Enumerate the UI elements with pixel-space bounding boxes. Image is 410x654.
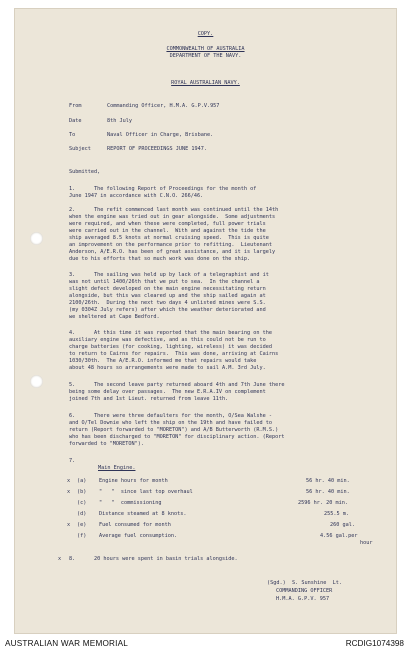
row-letter: (e): [77, 522, 87, 528]
row-letter: (a): [77, 478, 87, 484]
para-2-line: were required, and when these were completed, full power trials: [69, 221, 266, 227]
heading-line-3: ROYAL AUSTRALIAN NAVY.: [171, 80, 240, 86]
para-1-line: June 1947 in accordance with C.N.O. 266/46.: [69, 193, 204, 199]
para-2-line: when the engine was tried out in gear alongside. Some adjustments: [69, 214, 276, 220]
para-4-line: charge batteries (for cooking, lighting, wireless) it was decided: [69, 344, 273, 350]
para-6-line: forwarded to "MORETON").: [69, 441, 144, 447]
para-4-line: 1030/30th. The A/E.R.O. informed me that repairs would take: [69, 358, 257, 364]
para-6-line: 6. There were three defaulters for the month, O/Sea Walshe -: [69, 413, 273, 419]
row-value: 56 hr. 40 min.: [306, 478, 350, 484]
para-4-line: 4. At this time it was reported that the main bearing on the: [69, 330, 273, 336]
row-mark: x: [67, 478, 71, 484]
para-3-line: we sheltered at Cape Bedford.: [69, 314, 160, 320]
para-2-line: an improvement on the performance prior to refitting. Lieutenant: [69, 242, 273, 248]
archive-footer: [0, 636, 410, 654]
para-1-line: 1. The following Report of Proceedings for the month of: [69, 186, 257, 192]
para-4-line: to return to Cairns for repairs. This was done, arriving at Cairns: [69, 351, 279, 357]
to-label: To: [69, 132, 76, 138]
para-3-line: was not until 1400/26th that we put to sea. In the channel a: [69, 279, 260, 285]
row-letter: (f): [77, 533, 87, 539]
row-item: Average fuel consumption.: [99, 533, 178, 539]
para-2-line: were carried out in the channel. With and against the tide the: [69, 228, 266, 234]
para-4-line: about 48 hours so arrangements were made to sail A.M. 3rd July.: [69, 365, 266, 371]
para-5-line: being some delay over passages. The new E.R.A.IV on complement: [69, 389, 266, 395]
para-3-line: 2100/26th. During the next two days 4 unlisted mines were S.S.: [69, 300, 266, 306]
para-8-mark: x: [58, 556, 62, 562]
para-6-line: who has been discharged to "MORETON" for disciplinary action. (Report: [69, 434, 285, 440]
row-item: Engine hours for month: [99, 478, 168, 484]
heading-line-1: COMMONWEALTH OF AUSTRALIA: [166, 46, 245, 52]
para-3-line: alongside, but this was cleared up and the ship sailed again at: [69, 293, 266, 299]
signature-line: (Sgd.) S. Sunshine Lt.: [267, 580, 342, 586]
row-letter: (d): [77, 511, 87, 517]
row-item: " " since last top overhaul: [99, 489, 193, 495]
row-item: " " commissioning: [99, 500, 162, 506]
para-5-line: 5. The second leave party returned aboard 4th and 7th June there: [69, 382, 285, 388]
submitted-line: Submitted,: [69, 169, 101, 175]
row-mark: x: [67, 522, 71, 528]
row-item: Distance steamed at 8 knots.: [99, 511, 187, 517]
heading-line-2: DEPARTMENT OF THE NAVY.: [169, 53, 242, 59]
from-label: From: [69, 103, 82, 109]
row-value: 2596 hr. 20 min.: [298, 500, 348, 506]
para-4-line: auxiliary engine was defective, and as this could not be run to: [69, 337, 266, 343]
subject-label: Subject: [69, 146, 91, 152]
para-7-title: Main Engine.: [98, 465, 136, 471]
row-value: 260 gal.: [330, 522, 355, 528]
copy-mark: COPY.: [197, 31, 214, 37]
archive-id: RCDIG1074398: [345, 639, 404, 648]
date-value: 8th July: [107, 118, 132, 124]
para-5-line: joined 7th and 1st Lieut. returned from leave 11th.: [69, 396, 229, 402]
subject-value: REPORT OF PROCEEDINGS JUNE 1947.: [107, 146, 207, 152]
document-page: [14, 8, 397, 634]
row-value: 4.56 gal.per: [320, 533, 358, 539]
row-mark: x: [67, 489, 71, 495]
row-value-tail: hour: [360, 540, 373, 546]
date-label: Date: [69, 118, 82, 124]
para-6-line: return (Report forwarded to "MORETON") and A/B Butterworth (R.M.S.): [69, 427, 279, 433]
para-3-line: 3. The sailing was held up by lack of a telegraphist and it: [69, 272, 269, 278]
row-letter: (b): [77, 489, 87, 495]
para-7-number: 7.: [69, 458, 76, 464]
row-value: 255.5 m.: [324, 511, 349, 517]
para-3-line: slight defect developed on the main engine necessitating return: [69, 286, 266, 292]
para-2-line: ship averaged 8.5 knots at normal cruising speed. This is quite: [69, 235, 269, 241]
signature-title: COMMANDING OFFICER: [276, 588, 333, 594]
archive-name: AUSTRALIAN WAR MEMORIAL: [5, 639, 129, 648]
row-letter: (c): [77, 500, 87, 506]
para-2-line: due to his efforts that so much work was done on the ship.: [69, 256, 251, 262]
para-2-line: 2. The refit commenced last month was continued until the 14th: [69, 207, 279, 213]
row-item: Fuel consumed for month: [99, 522, 171, 528]
para-3-line: (my 0304Z July refers) after which the weather deteriorated and: [69, 307, 266, 313]
row-value: 56 hr. 40 min.: [306, 489, 350, 495]
to-value: Naval Officer in Charge, Brisbane.: [107, 132, 214, 138]
para-8-line: 8. 20 hours were spent in basin trials alongside.: [69, 556, 238, 562]
letter-body: [14, 8, 397, 634]
signature-ship: H.M.A. G.P.V. 957: [276, 596, 330, 602]
para-2-line: Anderson, A/E.R.O. has been of great assistance, and it is largely: [69, 249, 276, 255]
from-value: Commanding Officer, H.M.A. G.P.V.957: [107, 103, 220, 109]
para-6-line: and O/Tel Downie who left the ship on the 19th and have failed to: [69, 420, 273, 426]
